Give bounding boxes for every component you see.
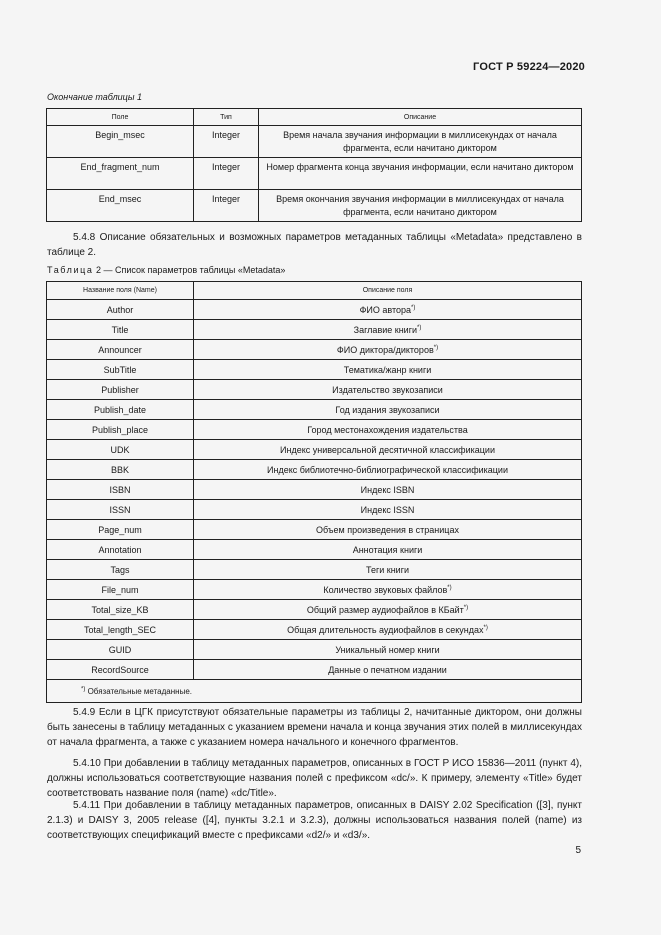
table2-cell-name: Title [47,320,194,340]
table1-cell-type: Integer [194,190,259,222]
table2-cell-desc [194,360,582,380]
table2-header-name: Название поля (Name) [47,282,194,300]
table2-desc-text: Издательство звукозаписи [332,384,443,395]
table1 [46,108,582,222]
table1-cell-field: Begin_msec [47,126,194,158]
table-row [47,158,582,190]
footnote-mark: *) [81,685,86,692]
table2-cell-name: Total_length_SEC [47,620,194,640]
table2-cell-desc [194,480,582,500]
required-mark: *) [411,304,416,311]
table2-cell-name: Annotation [47,540,194,560]
table1-header-desc: Описание [259,109,582,126]
table2-cell-name: Announcer [47,340,194,360]
table2-cell-name: ISSN [47,500,194,520]
table2-desc-text: Год издания звукозаписи [335,404,440,415]
table2-desc-text: Данные о печатном издании [328,664,447,675]
table2-cell-desc [194,300,582,320]
table2-cell-name: BBK [47,460,194,480]
table2-desc-text: Общий размер аудиофайлов в КБайт [306,604,464,615]
table-row [47,600,582,620]
paragraph-5-4-9: 5.4.9 Если в ЦГК присутствуют обязательные параметры из таблицы 2, начитанные диктором, они должны быть занесены в таблицу метаданных с указанием времени начала и конца звучания этих полей в миллисекундах от начала фрагмента, а также с указанием номера начального и конечного фрагментов. [47,707,582,748]
table2-footnote-row [47,680,582,703]
table2-desc-text: Тематика/жанр книги [343,364,432,375]
table1-caption: Окончание таблицы 1 [47,92,142,102]
table-row [47,540,582,560]
paragraph-5-4-8: 5.4.8 Описание обязательных и возможных параметров метаданных таблицы «Metadata» представлено в таблице 2. [47,232,582,258]
required-mark: *) [483,624,488,631]
table1-header-field: Поле [47,109,194,126]
table2-caption-text: 2 — Список параметров таблицы «Metadata» [93,265,286,275]
table2-desc-text: Аннотация книги [352,544,423,555]
table2-cell-desc [194,620,582,640]
table1-cell-desc: Время окончания звучания информации в миллисекундах от начала фрагмента, если начитано диктором [259,190,582,222]
table2-desc-text: ФИО диктора/дикторов [336,344,434,355]
footnote-text: Обязательные метаданные. [85,686,192,696]
table2-cell-desc [194,420,582,440]
table1-cell-field: End_fragment_num [47,158,194,190]
required-mark: *) [433,344,439,351]
table-row [47,620,582,640]
table2-desc-text: Заглавие книги [353,324,417,335]
table1-cell-field: End_msec [47,190,194,222]
table-row [47,340,582,360]
page-number: 5 [575,845,581,856]
table2-cell-desc [194,340,582,360]
table2-cell-desc [194,500,582,520]
table2-caption [47,265,285,275]
table2-cell-desc [194,460,582,480]
table-row [47,560,582,580]
table2-desc-text: Город местонахождения издательства [307,424,468,435]
table2-cell-name: Page_num [47,520,194,540]
table2-cell-desc [194,660,582,680]
paragraph-5-4-10: 5.4.10 При добавлении в таблицу метаданных параметров, описанных в ГОСТ Р ИСО 15836—2011 (пункт 4), должны использоваться соответствующие названия полей с префиксом «dc/». К примеру, элементу «Title» будет соответствовать название поля (name) «dc/Title». [47,758,582,799]
table2-cell-desc [194,440,582,460]
table-row [47,380,582,400]
table-row [47,660,582,680]
table2 [46,281,582,703]
table1-cell-type: Integer [194,158,259,190]
table-row [47,500,582,520]
table2-cell-name: Tags [47,560,194,580]
table2-desc-text: Теги книги [365,564,410,575]
table-row [47,520,582,540]
table2-cell-name: Publisher [47,380,194,400]
table2-cell-desc [194,600,582,620]
table-row [47,400,582,420]
table2-caption-label: Таблица [47,265,94,275]
table2-footnote [47,680,582,703]
table1-cell-desc: Время начала звучания информации в миллисекундах от начала фрагмента, если начитано диктором [259,126,582,158]
table2-desc-text: Индекс ISBN [360,484,415,495]
table-row [47,640,582,660]
table2-cell-name: Publish_date [47,400,194,420]
table2-cell-name: File_num [47,580,194,600]
table2-desc-text: Объем произведения в страницах [316,524,459,535]
table2-cell-name: GUID [47,640,194,660]
table-row [47,126,582,158]
table2-desc-text: Индекс ISSN [360,504,415,515]
table2-cell-name: ISBN [47,480,194,500]
table2-desc-text: ФИО автора [359,304,412,315]
table2-cell-desc [194,540,582,560]
table2-cell-name: Publish_place [47,420,194,440]
table2-cell-name: Total_size_KB [47,600,194,620]
table2-desc-text: Количество звуковых файлов [323,584,448,595]
required-mark: *) [447,584,452,591]
table2-cell-desc [194,320,582,340]
table2-cell-desc [194,400,582,420]
table2-desc-text: Индекс универсальной десятичной классификации [280,444,495,455]
table2-body [47,300,582,680]
table-row [47,420,582,440]
table-row [47,460,582,480]
table2-cell-desc [194,380,582,400]
table-row [47,320,582,340]
table2-cell-desc [194,640,582,660]
table1-cell-desc: Номер фрагмента конца звучания информации, если начитано диктором [259,158,582,190]
standard-header: ГОСТ Р 59224—2020 [473,61,585,73]
table2-cell-desc [194,580,582,600]
table-row [47,480,582,500]
table2-cell-desc [194,520,582,540]
table2-cell-name: SubTitle [47,360,194,380]
table2-desc-text: Индекс библиотечно-библиографической классификации [267,464,508,475]
table1-cell-type: Integer [194,126,259,158]
table2-cell-name: Author [47,300,194,320]
table2-cell-name: UDK [47,440,194,460]
table1-header-type: Тип [194,109,259,126]
required-mark: *) [417,324,422,331]
table-row [47,190,582,222]
table2-desc-text: Общая длительность аудиофайлов в секундах [287,624,484,635]
table-row [47,440,582,460]
table2-header-desc: Описание поля [194,282,582,300]
table-row [47,300,582,320]
table-row [47,360,582,380]
required-mark: *) [463,604,469,611]
table2-cell-name: RecordSource [47,660,194,680]
paragraph-5-4-11: 5.4.11 При добавлении в таблицу метаданных параметров, описанных в DAISY 2.02 Specification ([3], пункт 2.1.3) и DAISY 3, 2005 release ([4], пункты 3.2.1 и 3.2.3), должны использоваться названия полей (name) из соответствующих спецификаций вместе с префиксами «d2/» и «d3/». [47,800,582,841]
table2-desc-text: Уникальный номер книги [335,644,440,655]
table2-cell-desc [194,560,582,580]
table-row [47,580,582,600]
